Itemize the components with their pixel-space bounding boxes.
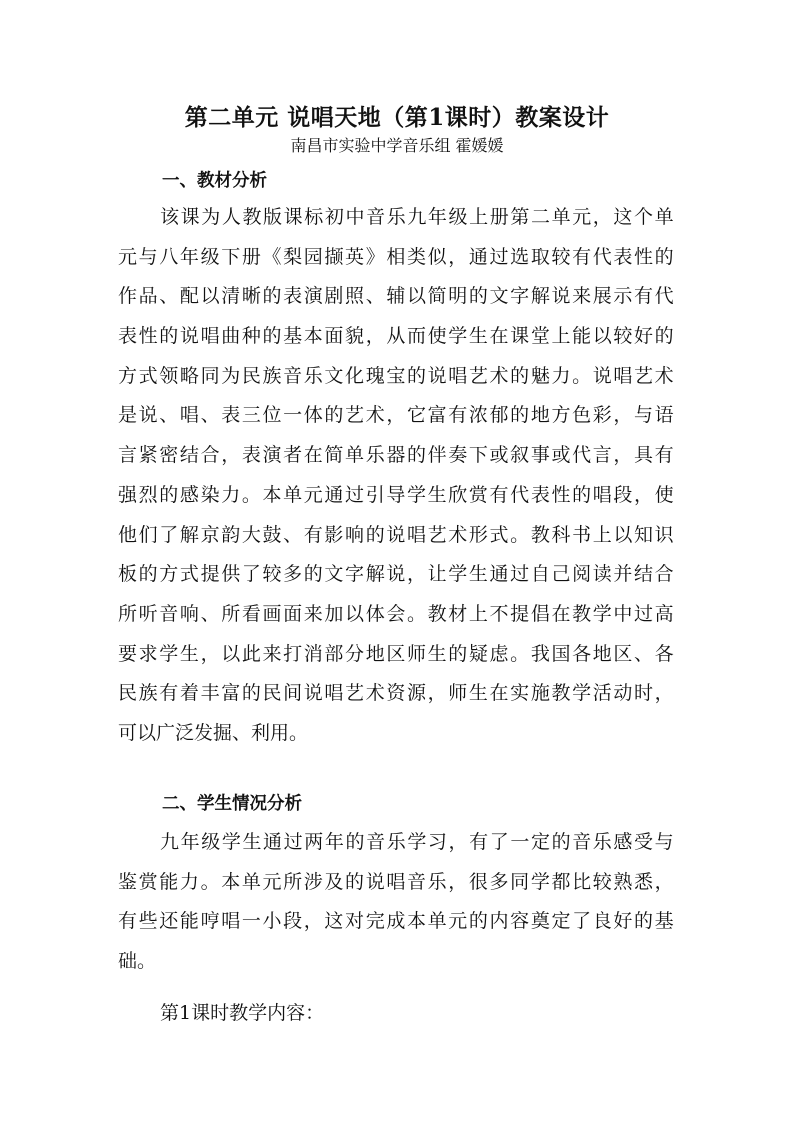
paragraph-line: 是 说 、 唱 、 表 三 位 一 体 的 艺 术 ， 它 富 有 浓 郁 的 地 方 色 彩 ， 与 语 — [118, 404, 674, 427]
section-body-student-analysis — [118, 823, 674, 982]
paragraph-line: 他 们 了 解 京 韵 大 鼓 、 有 影 响 的 说 唱 艺 术 形 式 。 教 科 书 上 以 知 识 — [118, 523, 674, 546]
paragraph-line: 可以广泛发掘、利用。 — [118, 721, 309, 744]
paragraph-line: 九 年 级 学 生 通 过 两 年 的 音 乐 学 习 ， 有 了 一 定 的 音 乐 感 受 与 — [160, 831, 674, 853]
paragraph-line: 言 紧 密 结 合 ， 表 演 者 在 简 单 乐 器 的 伴 奏 下 或 叙 事 或 代 言 ， 具 有 — [118, 444, 674, 467]
lesson-content-label: 第1课时教学内容： — [160, 1002, 325, 1024]
paragraph-line: 板 的 方 式 提 供 了 较 多 的 文 字 解 说 ， 让 学 生 通 过 自 己 阅 读 并 结 合 — [118, 563, 674, 586]
section-heading-student-analysis: 二、学生情况分析 — [162, 794, 302, 814]
paragraph-line: 元 与 八 年 级 下 册 《 梨 园 撷 英 》 相 类 似 ， 通 过 选 取 较 有 代 表 性 的 — [118, 245, 674, 268]
paragraph-line: 有 些 还 能 哼 唱 一 小 段 ， 这 对 完 成 本 单 元 的 内 容 奠 定 了 良 好 的 基 — [118, 910, 674, 933]
paragraph-line: 该 课 为 人 教 版 课 标 初 中 音 乐 九 年 级 上 册 第 二 单 元 ， 这 个 单 — [160, 206, 674, 228]
paragraph-line: 方 式 领 略 同 为 民 族 音 乐 文 化 瑰 宝 的 说 唱 艺 术 的 魅 力 。 说 唱 艺 术 — [118, 364, 674, 387]
paragraph-line: 鉴 赏 能 力 。 本 单 元 所 涉 及 的 说 唱 音 乐 ， 很 多 同 学 都 比 较 熟 悉 ， — [118, 870, 674, 893]
section-body-textbook-analysis — [118, 198, 674, 754]
paragraph-line: 所 听 音 响 、 所 看 画 面 来 加 以 体 会 。 教 材 上 不 提 倡 在 教 学 中 过 高 — [118, 602, 674, 625]
paragraph-line: 民 族 有 着 丰 富 的 民 间 说 唱 艺 术 资 源 ， 师 生 在 实 施 教 学 活 动 时 ， — [118, 682, 674, 705]
paragraph-line: 强 烈 的 感 染 力 。 本 单 元 通 过 引 导 学 生 欣 赏 有 代 表 性 的 唱 段 ， 使 — [118, 483, 674, 506]
paragraph-line: 础。 — [118, 950, 157, 973]
document-title: 第二单元 说唱天地（第1课时）教案设计 — [184, 104, 610, 131]
paragraph-line: 作 品 、 配 以 清 晰 的 表 演 剧 照 、 辅 以 简 明 的 文 字 解 说 来 展 示 有 代 — [118, 285, 674, 308]
paragraph-line: 要 求 学 生 ， 以 此 来 打 消 部 分 地 区 师 生 的 疑 虑 。 我 国 各 地 区 、 各 — [118, 642, 674, 665]
paragraph-line: 表 性 的 说 唱 曲 种 的 基 本 面 貌 ， 从 而 使 学 生 在 课 堂 上 能 以 较 好 的 — [118, 325, 674, 348]
document-author: 南昌市实验中学音乐组 霍媛媛 — [290, 136, 504, 155]
section-heading-textbook-analysis: 一、教材分析 — [162, 171, 267, 191]
